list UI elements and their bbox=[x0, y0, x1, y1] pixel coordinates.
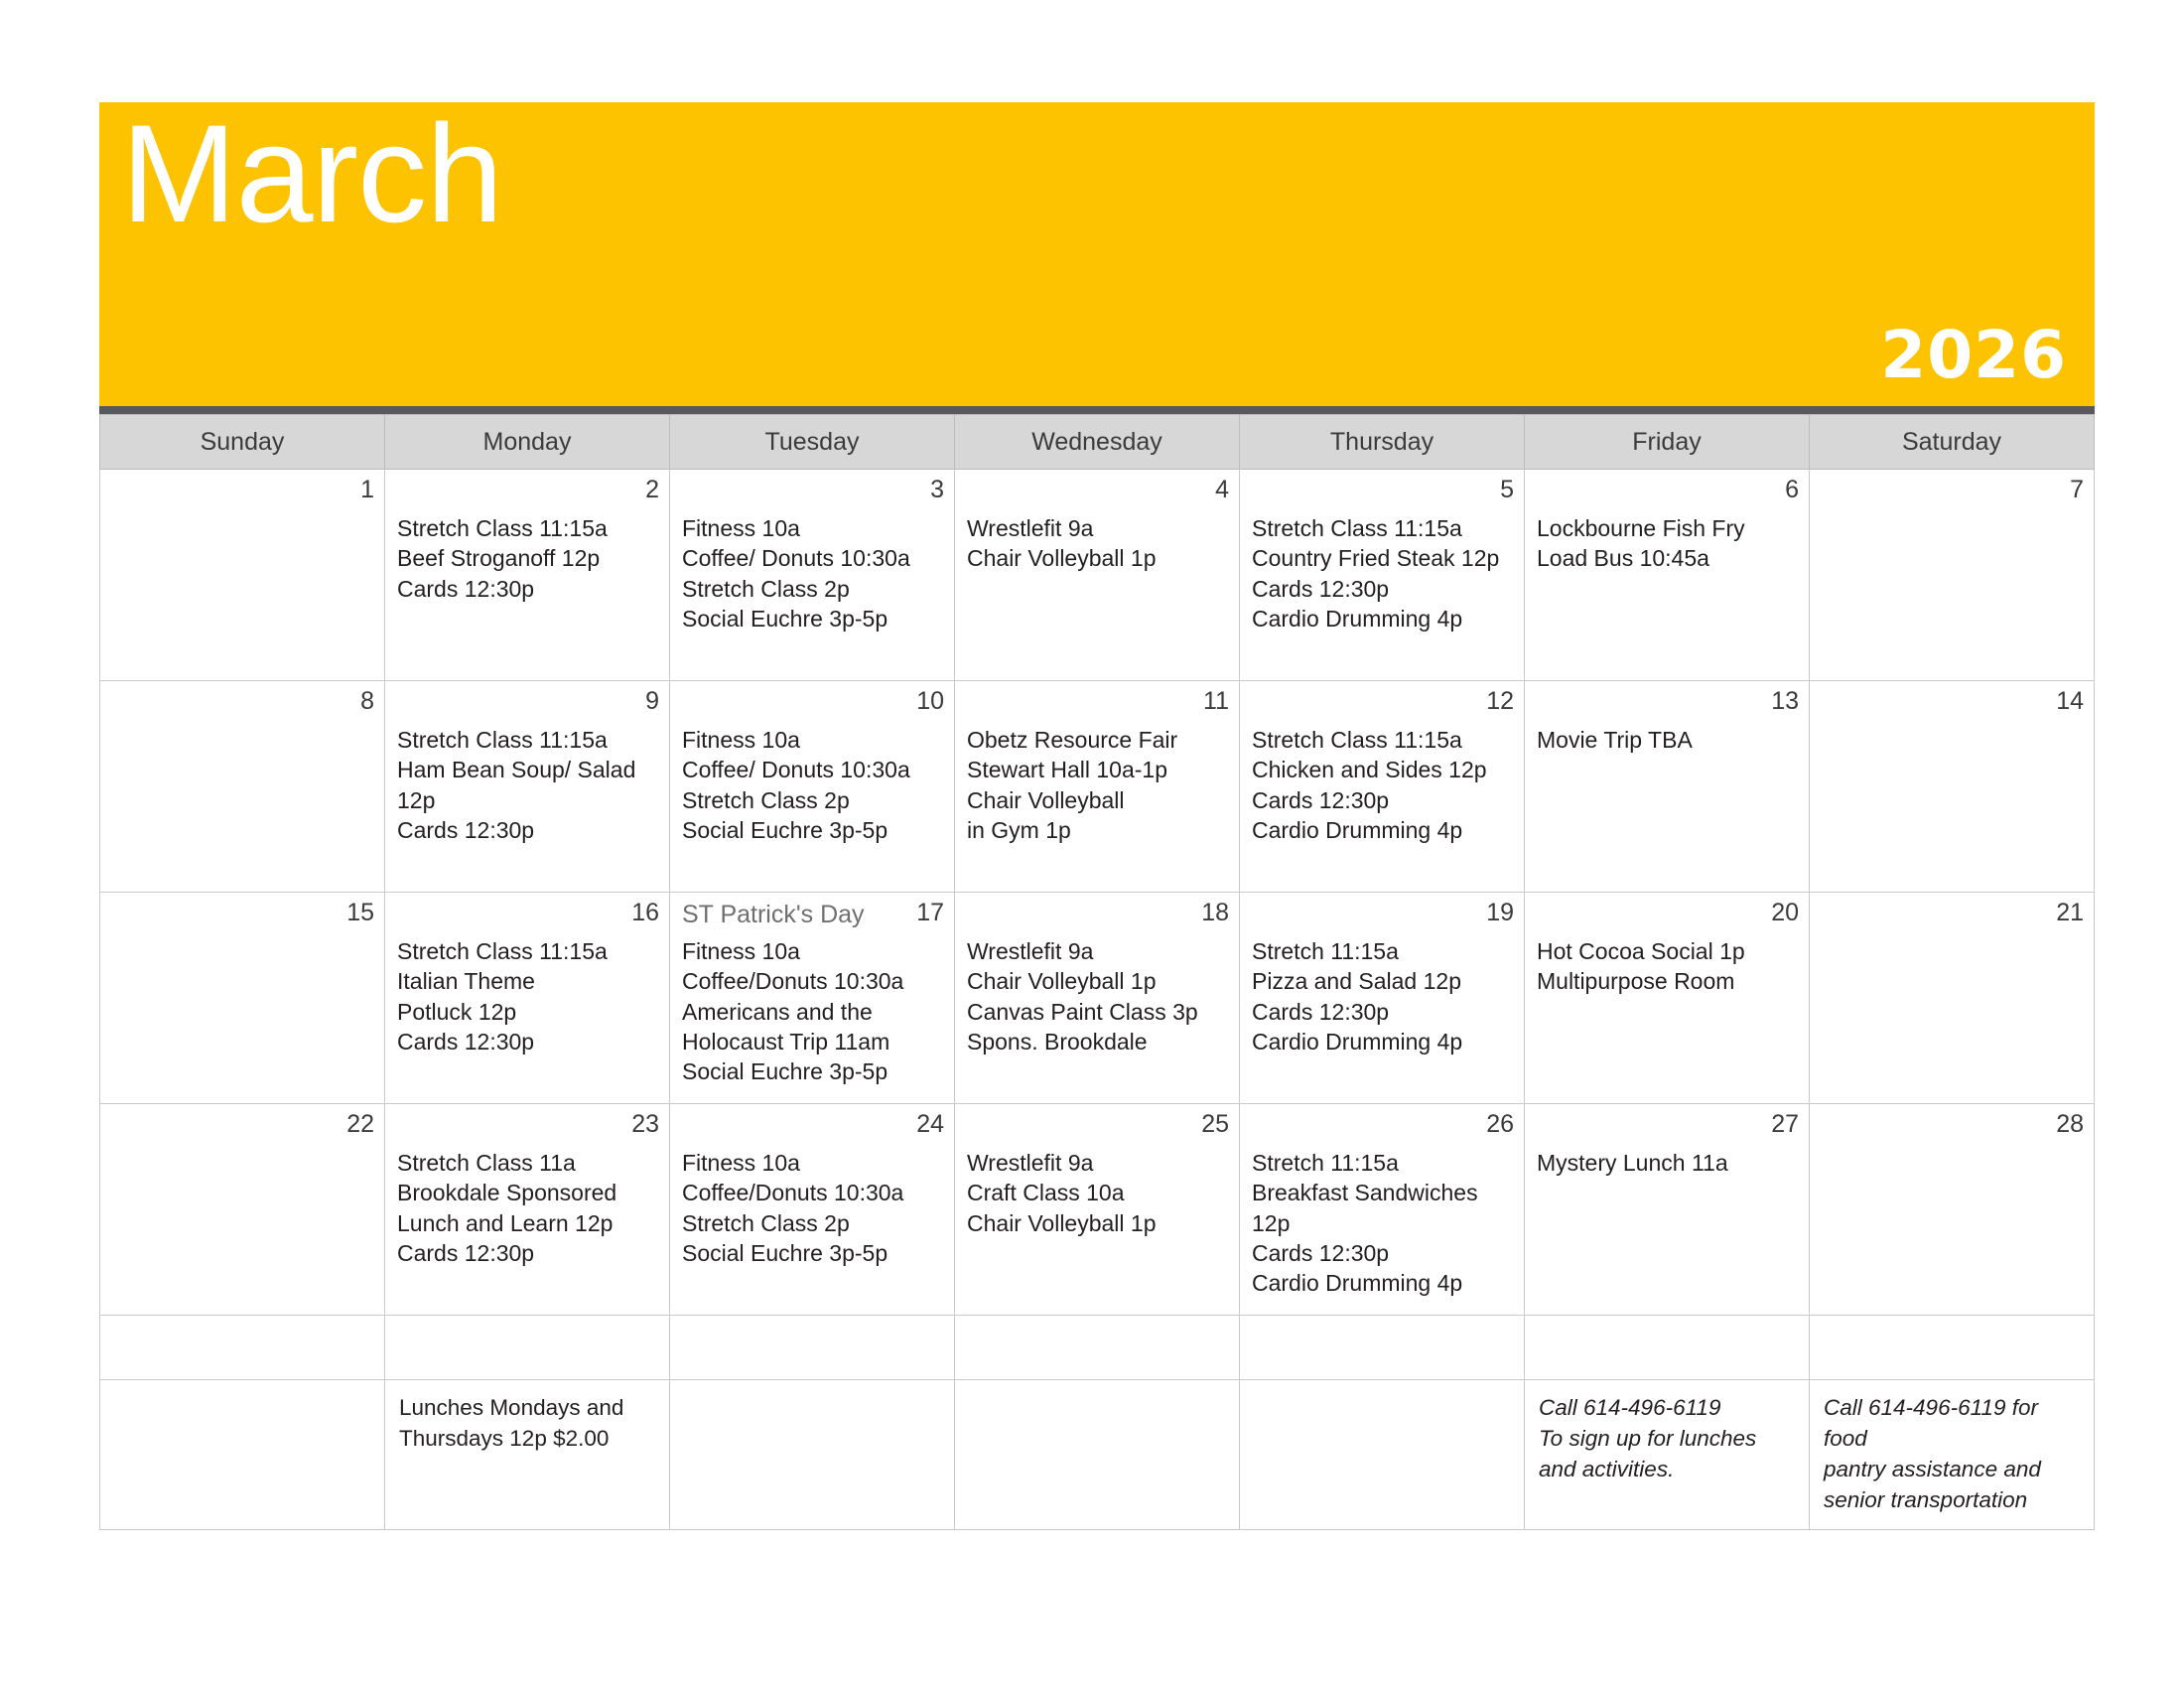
calendar-note-cell bbox=[955, 1380, 1240, 1530]
day-number: 28 bbox=[2056, 1110, 2084, 1138]
day-event-line: Wrestlefit 9a bbox=[967, 1150, 1094, 1176]
day-event-line: Wrestlefit 9a bbox=[967, 515, 1094, 541]
day-events bbox=[1240, 470, 1524, 637]
day-event-line: Stretch 11:15a bbox=[1252, 1150, 1399, 1176]
day-event-line: Cards 12:30p bbox=[397, 817, 535, 844]
day-event-line: Wrestlefit 9a bbox=[967, 938, 1094, 964]
day-event-line: Cards 12:30p bbox=[397, 1240, 535, 1267]
day-event-line: Hot Cocoa Social 1p bbox=[1537, 938, 1745, 964]
day-event-line: Cardio Drumming 4p bbox=[1252, 1029, 1463, 1055]
day-event-line: Social Euchre 3p-5p bbox=[682, 817, 888, 844]
day-event-line: Coffee/Donuts 10:30a bbox=[682, 968, 904, 995]
day-number: 24 bbox=[916, 1110, 944, 1138]
day-events bbox=[1240, 1316, 1524, 1363]
day-event-line: Fitness 10a bbox=[682, 938, 800, 964]
day-event-line: Lunch and Learn 12p bbox=[397, 1209, 614, 1236]
day-events bbox=[385, 681, 669, 849]
day-event-line: Stretch Class 11:15a bbox=[397, 727, 608, 753]
day-event-line: Coffee/Donuts 10:30a bbox=[682, 1180, 904, 1206]
day-events bbox=[100, 470, 384, 517]
weekday-header-monday: Monday bbox=[385, 415, 670, 470]
day-event-line: Pizza and Salad 12p bbox=[1252, 968, 1461, 995]
calendar-note-text bbox=[1240, 1380, 1524, 1396]
calendar-day-cell[interactable] bbox=[955, 681, 1240, 893]
day-number: 3 bbox=[930, 476, 944, 503]
day-events bbox=[1525, 1316, 1809, 1363]
calendar-day-cell[interactable] bbox=[955, 1104, 1240, 1316]
day-number: 19 bbox=[1486, 899, 1514, 926]
day-events bbox=[1240, 681, 1524, 849]
day-events bbox=[670, 1316, 954, 1363]
day-event-line: Chicken and Sides 12p bbox=[1252, 757, 1487, 783]
calendar-day-cell[interactable] bbox=[955, 470, 1240, 681]
day-number: 26 bbox=[1486, 1110, 1514, 1138]
calendar-note-text bbox=[670, 1380, 954, 1396]
day-number: 2 bbox=[645, 476, 659, 503]
calendar-week-row bbox=[100, 681, 2095, 893]
day-event-line: Holocaust Trip 11am bbox=[682, 1029, 890, 1055]
day-number: 11 bbox=[1203, 687, 1229, 715]
day-number: 21 bbox=[2056, 899, 2084, 926]
day-event-line: Stretch Class 11a bbox=[397, 1150, 576, 1176]
calendar-note-cell bbox=[100, 1380, 385, 1530]
day-number: 22 bbox=[346, 1110, 374, 1138]
day-event-line: Italian Theme bbox=[397, 968, 535, 995]
calendar-day-cell[interactable] bbox=[1240, 681, 1525, 893]
calendar-note-line: Thursdays 12p $2.00 bbox=[399, 1426, 610, 1452]
calendar-week-row bbox=[100, 1104, 2095, 1316]
calendar-note-line: To sign up for lunches bbox=[1539, 1426, 1757, 1452]
day-events bbox=[1525, 893, 1809, 1001]
calendar-day-cell[interactable] bbox=[1810, 470, 2095, 681]
day-events bbox=[955, 893, 1239, 1060]
calendar-day-cell[interactable] bbox=[1240, 470, 1525, 681]
day-number: 14 bbox=[2056, 687, 2084, 715]
day-event-line: Stretch Class 2p bbox=[682, 1209, 850, 1236]
calendar-day-cell[interactable] bbox=[1810, 1104, 2095, 1316]
calendar-day-cell[interactable] bbox=[670, 470, 955, 681]
calendar-day-cell[interactable] bbox=[1240, 893, 1525, 1104]
day-number: 17 bbox=[916, 899, 944, 926]
day-event-line: Stretch Class 11:15a bbox=[1252, 727, 1462, 753]
calendar-day-cell[interactable] bbox=[670, 681, 955, 893]
calendar-day-cell[interactable] bbox=[670, 1316, 955, 1380]
calendar-note-line: Call 614-496-6119 bbox=[1539, 1395, 1721, 1420]
calendar-note-text bbox=[955, 1380, 1239, 1396]
calendar-day-cell[interactable] bbox=[100, 1104, 385, 1316]
day-event-line: Fitness 10a bbox=[682, 727, 800, 753]
calendar-day-cell[interactable] bbox=[100, 893, 385, 1104]
day-events bbox=[385, 893, 669, 1060]
calendar-note-line: and activities. bbox=[1539, 1457, 1675, 1482]
day-events bbox=[1240, 893, 1524, 1060]
month-title: March bbox=[121, 95, 502, 251]
day-events bbox=[100, 893, 384, 940]
day-event-line: Social Euchre 3p-5p bbox=[682, 606, 888, 633]
calendar-note-cell bbox=[670, 1380, 955, 1530]
day-event-line: Chair Volleyball 1p bbox=[967, 545, 1157, 572]
weekday-header-wednesday: Wednesday bbox=[955, 415, 1240, 470]
day-events bbox=[1810, 1316, 2094, 1363]
calendar-day-cell[interactable] bbox=[100, 1316, 385, 1380]
day-events bbox=[100, 681, 384, 729]
calendar-day-cell[interactable] bbox=[385, 470, 670, 681]
calendar-day-cell[interactable] bbox=[955, 1316, 1240, 1380]
calendar-day-cell[interactable] bbox=[385, 681, 670, 893]
day-number: 1 bbox=[360, 476, 374, 503]
day-event-line: in Gym 1p bbox=[967, 817, 1071, 844]
weekday-header-sunday: Sunday bbox=[100, 415, 385, 470]
day-event-line: Lockbourne Fish Fry bbox=[1537, 515, 1745, 541]
day-event-line: Chair Volleyball 1p bbox=[967, 1209, 1157, 1236]
day-number: 4 bbox=[1215, 476, 1229, 503]
day-events bbox=[385, 1104, 669, 1272]
day-event-line: Cardio Drumming 4p bbox=[1252, 817, 1463, 844]
calendar-note-text bbox=[385, 1380, 669, 1458]
day-number: 15 bbox=[346, 899, 374, 926]
day-events bbox=[1810, 1104, 2094, 1152]
weekday-header-thursday: Thursday bbox=[1240, 415, 1525, 470]
calendar-day-cell[interactable] bbox=[1810, 893, 2095, 1104]
day-events bbox=[670, 1104, 954, 1272]
day-events bbox=[385, 1316, 669, 1363]
calendar-week-row bbox=[100, 893, 2095, 1104]
calendar-notes-row bbox=[100, 1380, 2095, 1530]
calendar-note-line: Lunches Mondays and bbox=[399, 1395, 624, 1420]
day-event-line: Country Fried Steak 12p bbox=[1252, 545, 1500, 572]
day-event-line: Cards 12:30p bbox=[1252, 786, 1390, 813]
calendar-note-text bbox=[100, 1380, 384, 1396]
calendar-day-cell[interactable] bbox=[385, 1316, 670, 1380]
day-events bbox=[100, 1104, 384, 1152]
day-event-line: Social Euchre 3p-5p bbox=[682, 1240, 888, 1267]
day-events bbox=[1240, 1104, 1524, 1303]
calendar-note-text bbox=[1525, 1380, 1809, 1488]
calendar-note-cell bbox=[1525, 1380, 1810, 1530]
day-event-line: Craft Class 10a bbox=[967, 1180, 1125, 1206]
day-event-line: Stretch Class 11:15a bbox=[397, 938, 608, 964]
day-event-line: Stretch Class 2p bbox=[682, 786, 850, 813]
day-event-line: Coffee/ Donuts 10:30a bbox=[682, 545, 910, 572]
day-event-line: 12p bbox=[1252, 1209, 1291, 1236]
calendar-day-cell[interactable] bbox=[1525, 470, 1810, 681]
calendar-day-cell[interactable] bbox=[385, 893, 670, 1104]
day-events bbox=[1810, 893, 2094, 940]
day-event-line: Stewart Hall 10a-1p bbox=[967, 757, 1167, 783]
day-number: 6 bbox=[1785, 476, 1799, 503]
calendar-day-cell[interactable] bbox=[1810, 681, 2095, 893]
day-event-line: Stretch 11:15a bbox=[1252, 938, 1399, 964]
day-events bbox=[385, 470, 669, 608]
calendar-day-cell[interactable] bbox=[670, 893, 955, 1104]
day-event-line: Beef Stroganoff 12p bbox=[397, 545, 601, 572]
day-number: 8 bbox=[360, 687, 374, 715]
weekday-header-saturday: Saturday bbox=[1810, 415, 2095, 470]
calendar-day-cell[interactable] bbox=[100, 470, 385, 681]
day-event-line: Brookdale Sponsored bbox=[397, 1180, 617, 1206]
day-event-line: Americans and the bbox=[682, 998, 873, 1025]
day-events bbox=[1525, 470, 1809, 578]
calendar-day-cell[interactable] bbox=[1240, 1104, 1525, 1316]
calendar-day-cell[interactable] bbox=[1525, 893, 1810, 1104]
day-event-line: Fitness 10a bbox=[682, 515, 800, 541]
weekday-header-row bbox=[100, 415, 2095, 470]
day-number: 9 bbox=[645, 687, 659, 715]
calendar-note-cell bbox=[1240, 1380, 1525, 1530]
calendar-note-line: pantry assistance and bbox=[1824, 1457, 2041, 1482]
day-event-line: Multipurpose Room bbox=[1537, 968, 1735, 995]
day-event-line: Fitness 10a bbox=[682, 1150, 800, 1176]
calendar-table bbox=[99, 414, 2095, 1530]
day-events bbox=[1810, 470, 2094, 517]
day-event-line: Cardio Drumming 4p bbox=[1252, 606, 1463, 633]
calendar-note-cell bbox=[385, 1380, 670, 1530]
day-number: 27 bbox=[1771, 1110, 1799, 1138]
day-events bbox=[1810, 681, 2094, 729]
day-number: 12 bbox=[1486, 687, 1514, 715]
day-events bbox=[670, 681, 954, 849]
day-event-line: Coffee/ Donuts 10:30a bbox=[682, 757, 910, 783]
calendar-note-line: Call 614-496-6119 for food bbox=[1824, 1395, 2038, 1452]
calendar-note-text bbox=[1810, 1380, 2094, 1519]
calendar-note-cell bbox=[1810, 1380, 2095, 1530]
day-event-line: Obetz Resource Fair bbox=[967, 727, 1178, 753]
day-number: 13 bbox=[1771, 687, 1799, 715]
calendar-day-cell[interactable] bbox=[955, 893, 1240, 1104]
day-events bbox=[1525, 681, 1809, 759]
day-event-line: Social Euchre 3p-5p bbox=[682, 1058, 888, 1085]
day-number: 25 bbox=[1201, 1110, 1229, 1138]
day-event-line: Spons. Brookdale bbox=[967, 1029, 1148, 1055]
day-event-line: Stretch Class 11:15a bbox=[1252, 515, 1462, 541]
calendar-day-cell[interactable] bbox=[1810, 1316, 2095, 1380]
day-number: 10 bbox=[916, 687, 944, 715]
day-number: 23 bbox=[631, 1110, 659, 1138]
day-event-line: Breakfast Sandwiches bbox=[1252, 1180, 1478, 1206]
month-banner bbox=[99, 95, 2095, 406]
calendar-week-row bbox=[100, 470, 2095, 681]
day-events bbox=[955, 681, 1239, 849]
calendar-day-cell[interactable] bbox=[1525, 1316, 1810, 1380]
calendar-note-line: senior transportation bbox=[1824, 1487, 2028, 1513]
day-event-line: Mystery Lunch 11a bbox=[1537, 1150, 1728, 1176]
day-event-line: Ham Bean Soup/ Salad bbox=[397, 757, 636, 783]
calendar-week-row bbox=[100, 1316, 2095, 1380]
year-label: 2026 bbox=[1880, 317, 2067, 393]
day-event-line: 12p bbox=[397, 786, 436, 813]
day-number: 5 bbox=[1500, 476, 1514, 503]
calendar-day-cell[interactable] bbox=[1525, 1104, 1810, 1316]
day-event-line: Cards 12:30p bbox=[1252, 1240, 1390, 1267]
day-event-line: Load Bus 10:45a bbox=[1537, 545, 1709, 572]
calendar-body bbox=[100, 470, 2095, 1530]
day-event-line: Movie Trip TBA bbox=[1537, 727, 1693, 753]
day-event-line: Stretch Class 2p bbox=[682, 575, 850, 602]
calendar-day-cell[interactable] bbox=[1240, 1316, 1525, 1380]
day-events bbox=[100, 1316, 384, 1363]
day-event-line: Cards 12:30p bbox=[1252, 998, 1390, 1025]
day-event-line: Chair Volleyball bbox=[967, 786, 1125, 813]
day-events bbox=[955, 1104, 1239, 1242]
day-events bbox=[955, 470, 1239, 578]
day-number: 7 bbox=[2070, 476, 2084, 503]
weekday-header-friday: Friday bbox=[1525, 415, 1810, 470]
calendar-day-cell[interactable] bbox=[100, 681, 385, 893]
day-event-line: Cards 12:30p bbox=[397, 575, 535, 602]
calendar-day-cell[interactable] bbox=[385, 1104, 670, 1316]
day-number: 20 bbox=[1771, 899, 1799, 926]
day-holiday-label: ST Patrick's Day bbox=[682, 901, 865, 928]
day-number: 16 bbox=[631, 899, 659, 926]
day-events bbox=[955, 1316, 1239, 1363]
calendar-day-cell[interactable] bbox=[670, 1104, 955, 1316]
day-event-line: Cards 12:30p bbox=[1252, 575, 1390, 602]
day-events bbox=[670, 470, 954, 637]
calendar-day-cell[interactable] bbox=[1525, 681, 1810, 893]
day-event-line: Canvas Paint Class 3p bbox=[967, 998, 1198, 1025]
day-event-line: Cards 12:30p bbox=[397, 1029, 535, 1055]
day-event-line: Stretch Class 11:15a bbox=[397, 515, 608, 541]
day-event-line: Chair Volleyball 1p bbox=[967, 968, 1157, 995]
day-event-line: Potluck 12p bbox=[397, 998, 517, 1025]
banner-divider bbox=[99, 406, 2095, 414]
weekday-header-tuesday: Tuesday bbox=[670, 415, 955, 470]
day-number: 18 bbox=[1201, 899, 1229, 926]
day-event-line: Cardio Drumming 4p bbox=[1252, 1270, 1463, 1297]
day-events bbox=[1525, 1104, 1809, 1182]
